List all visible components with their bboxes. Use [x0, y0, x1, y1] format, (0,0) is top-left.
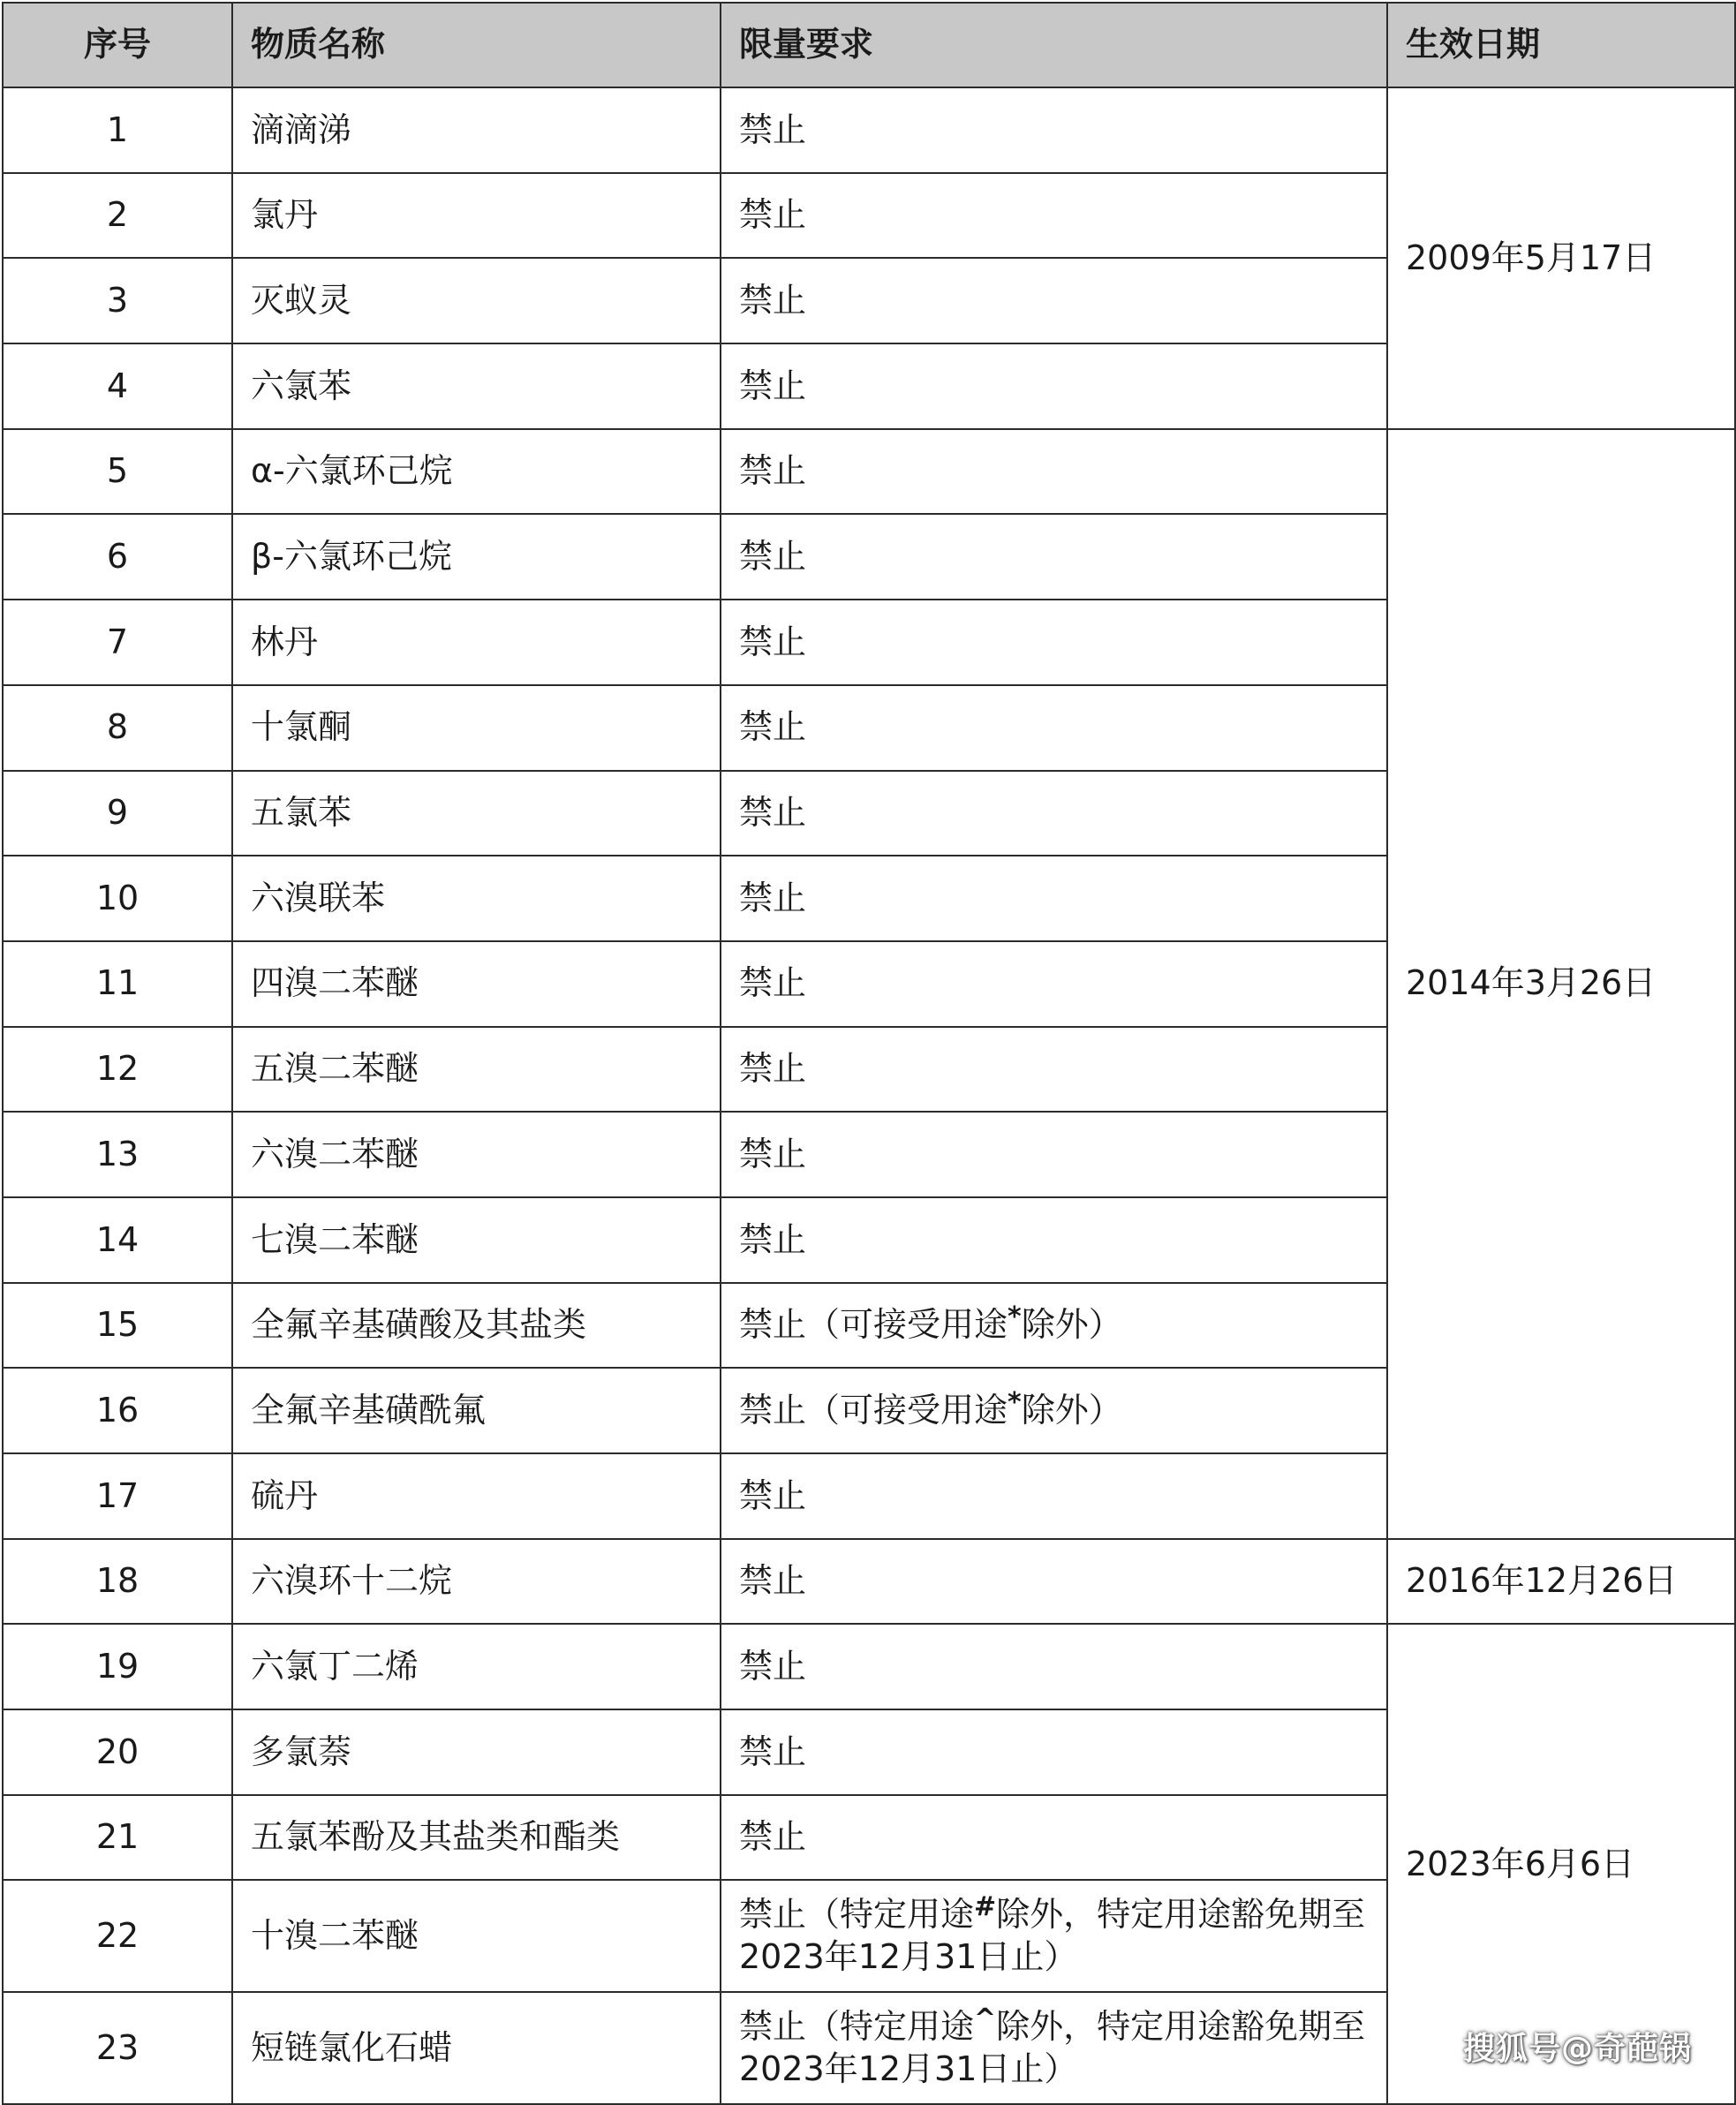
- limit-text: 禁止（可接受用途: [739, 1305, 1008, 1345]
- limit-requirement: 禁止: [721, 1453, 1387, 1539]
- limit-requirement: 禁止: [721, 1027, 1387, 1113]
- footnote-caret-mark: ^: [974, 2003, 997, 2035]
- substance-name: 五溴二苯醚: [232, 1027, 721, 1113]
- limit-text: 禁止（特定用途: [739, 1895, 975, 1935]
- limit-requirement: 禁止: [721, 600, 1387, 685]
- limit-text-suffix: 除外，特定用途豁免期至2023年12月31日止）: [739, 2007, 1366, 2088]
- substance-name: 全氟辛基磺酸及其盐类: [232, 1283, 721, 1369]
- substance-name: 硫丹: [232, 1453, 721, 1539]
- row-index: 13: [3, 1112, 232, 1197]
- substance-name: 十氯酮: [232, 685, 721, 771]
- substance-name: 氯丹: [232, 173, 721, 259]
- pollutant-table: [2, 2, 1736, 2105]
- row-index: 4: [3, 343, 232, 429]
- effective-date: 2023年6月6日: [1387, 1624, 1735, 2104]
- header-date: 生效日期: [1387, 3, 1735, 87]
- row-index: 22: [3, 1880, 232, 1992]
- row-index: 3: [3, 258, 232, 343]
- substance-name: 六溴联苯: [232, 856, 721, 941]
- limit-text-suffix: 除外）: [1021, 1390, 1122, 1430]
- limit-requirement: 禁止: [721, 173, 1387, 259]
- row-index: 21: [3, 1795, 232, 1881]
- limit-requirement: 禁止: [721, 343, 1387, 429]
- limit-requirement: [721, 1283, 1387, 1369]
- limit-requirement: [721, 1992, 1387, 2104]
- limit-requirement: 禁止: [721, 1197, 1387, 1283]
- limit-requirement: 禁止: [721, 1624, 1387, 1709]
- substance-name: α-六氯环己烷: [232, 429, 721, 515]
- effective-date: 2016年12月26日: [1387, 1539, 1735, 1625]
- limit-requirement: 禁止: [721, 856, 1387, 941]
- header-index: 序号: [3, 3, 232, 87]
- substance-name: 五氯苯: [232, 771, 721, 856]
- row-index: 14: [3, 1197, 232, 1283]
- limit-requirement: 禁止: [721, 514, 1387, 600]
- limit-requirement: [721, 1368, 1387, 1453]
- effective-date: 2014年3月26日: [1387, 429, 1735, 1539]
- limit-requirement: 禁止: [721, 685, 1387, 771]
- row-index: 10: [3, 856, 232, 941]
- substance-name: 全氟辛基磺酰氟: [232, 1368, 721, 1453]
- limit-requirement: 禁止: [721, 1112, 1387, 1197]
- substance-name: 四溴二苯醚: [232, 941, 721, 1027]
- substance-name: 十溴二苯醚: [232, 1880, 721, 1992]
- substance-name: 林丹: [232, 600, 721, 685]
- limit-requirement: 禁止: [721, 1795, 1387, 1881]
- footnote-hash-mark: #: [974, 1891, 997, 1923]
- effective-date: 2009年5月17日: [1387, 87, 1735, 429]
- row-index: 9: [3, 771, 232, 856]
- row-index: 12: [3, 1027, 232, 1113]
- row-index: 19: [3, 1624, 232, 1709]
- row-index: 8: [3, 685, 232, 771]
- limit-text-suffix: 除外）: [1021, 1305, 1122, 1345]
- watermark: 搜狐号@奇葩锅: [1462, 2031, 1692, 2067]
- substance-name: 六溴环十二烷: [232, 1539, 721, 1625]
- limit-requirement: 禁止: [721, 258, 1387, 343]
- row-index: 5: [3, 429, 232, 515]
- limit-requirement: 禁止: [721, 429, 1387, 515]
- row-index: 2: [3, 173, 232, 259]
- limit-requirement: 禁止: [721, 1539, 1387, 1625]
- row-index: 23: [3, 1992, 232, 2104]
- substance-name: 滴滴涕: [232, 87, 721, 173]
- limit-text: 禁止（可接受用途: [739, 1390, 1008, 1430]
- limit-requirement: 禁止: [721, 771, 1387, 856]
- table-row: [3, 429, 1735, 515]
- limit-requirement: 禁止: [721, 941, 1387, 1027]
- table-row: [3, 87, 1735, 173]
- table-row: [3, 1539, 1735, 1625]
- row-index: 11: [3, 941, 232, 1027]
- row-index: 20: [3, 1709, 232, 1795]
- limit-requirement: 禁止: [721, 1709, 1387, 1795]
- substance-name: 短链氯化石蜡: [232, 1992, 721, 2104]
- limit-text: 禁止（特定用途: [739, 2007, 975, 2047]
- limit-requirement: [721, 1880, 1387, 1992]
- table-header-row: [3, 3, 1735, 87]
- table-row: [3, 1624, 1735, 1709]
- substance-name: 灭蚁灵: [232, 258, 721, 343]
- row-index: 6: [3, 514, 232, 600]
- header-name: 物质名称: [232, 3, 721, 87]
- row-index: 18: [3, 1539, 232, 1625]
- limit-requirement: 禁止: [721, 87, 1387, 173]
- substance-name: 七溴二苯醚: [232, 1197, 721, 1283]
- row-index: 15: [3, 1283, 232, 1369]
- substance-name: 六氯苯: [232, 343, 721, 429]
- row-index: 1: [3, 87, 232, 173]
- substance-name: 五氯苯酚及其盐类和酯类: [232, 1795, 721, 1881]
- substance-name: β-六氯环己烷: [232, 514, 721, 600]
- substance-name: 六溴二苯醚: [232, 1112, 721, 1197]
- row-index: 17: [3, 1453, 232, 1539]
- header-limit: 限量要求: [721, 3, 1387, 87]
- footnote-asterisk-mark: *: [1008, 1301, 1022, 1333]
- footnote-asterisk-mark: *: [1008, 1386, 1022, 1418]
- substance-name: 多氯萘: [232, 1709, 721, 1795]
- limit-text-suffix: 除外，特定用途豁免期至2023年12月31日止）: [739, 1895, 1366, 1976]
- row-index: 16: [3, 1368, 232, 1453]
- row-index: 7: [3, 600, 232, 685]
- substance-name: 六氯丁二烯: [232, 1624, 721, 1709]
